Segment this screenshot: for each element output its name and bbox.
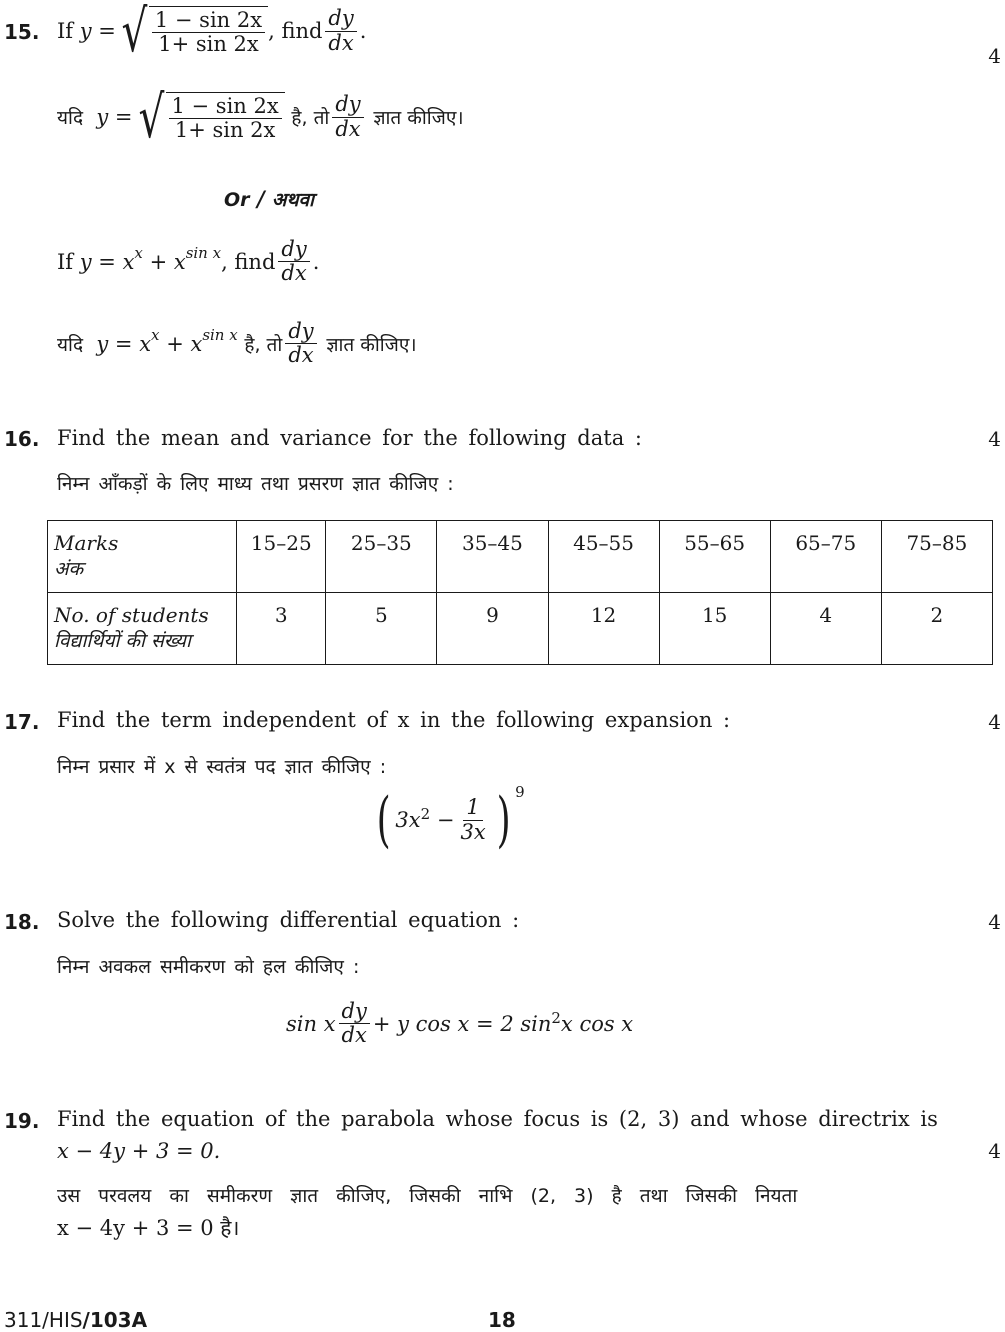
differential-equation: sin x $\frac{dy}{dx}$ + y cos x = 2 sin $^2$ x cos x <box>286 999 634 1048</box>
q19-english-line2: x − 4y + 3 = 0. <box>57 1139 221 1163</box>
question-number: 15. <box>4 20 40 44</box>
q19-english: Find the equation of the parabola whose focus is (2, 3) and whose directrix is <box>57 1107 938 1131</box>
table-cell: 45–55 <box>548 521 659 593</box>
y-eq: y = <box>79 19 116 43</box>
q15-alt-hindi: यदि $y = x^x + x^{sin x}$ है, तो $\frac{dy}{dx}$ ज्ञात कीजिए। <box>57 319 417 368</box>
marks-label: 4 <box>988 44 1001 68</box>
marks-label: 4 <box>988 427 1001 451</box>
data-table <box>47 520 993 665</box>
table-header-students: No. of students विद्यार्थियों की संख्या <box>48 593 237 665</box>
table-row <box>48 521 993 593</box>
or-divider: Or / अथवा <box>224 186 314 211</box>
q15-hindi: यदि y = √ $\frac{1 - \sin 2x}{1+ \sin 2x}$ है, तो $\frac{dy}{dx}$ ज्ञात कीजिए। <box>57 83 464 151</box>
dy-dx: $\frac{dy}{dx}$ <box>325 7 356 54</box>
table-cell: 2 <box>881 593 992 665</box>
q19-hindi-line2: x − 4y + 3 = 0 है। <box>57 1216 240 1240</box>
question-number: 16. <box>4 427 40 451</box>
table-cell: 9 <box>437 593 548 665</box>
table-row <box>48 593 993 665</box>
binomial-expression: ( 3x $^2$ − $\frac{1}{3x}$ ) $^9$ <box>376 783 525 855</box>
table-cell: 55–65 <box>659 521 770 593</box>
q18-hindi: निम्न अवकल समीकरण को हल कीजिए : <box>57 956 360 978</box>
table-header-marks: Marks अंक <box>48 521 237 593</box>
table-cell: 25–35 <box>326 521 437 593</box>
table-cell: 12 <box>548 593 659 665</box>
q15-alt-english: If $y = x^x + x^{sin x}$ , find $\frac{dy}{dx}$ . <box>57 237 320 286</box>
q16-english: Find the mean and variance for the following data : <box>57 426 642 450</box>
page-number: 18 <box>488 1308 516 1332</box>
q15-english: If y = √ $\frac{1 - \sin 2x}{1+ \sin 2x}$ , find $\frac{dy}{dx}$ . <box>57 0 367 65</box>
table-cell: 65–75 <box>770 521 881 593</box>
marks-label: 4 <box>988 1139 1001 1163</box>
find-text: , find <box>268 19 323 43</box>
table-cell: 75–85 <box>881 521 992 593</box>
table-cell: 15–25 <box>237 521 326 593</box>
q19-hindi: उस परवलय का समीकरण ज्ञात कीजिए, जिसकी नाभि (2, 3) है तथा जिसकी नियता <box>57 1185 798 1207</box>
table-cell: 4 <box>770 593 881 665</box>
question-number: 17. <box>4 710 40 734</box>
q16-hindi: निम्न आँकड़ों के लिए माध्य तथा प्रसरण ज्ञात कीजिए : <box>57 473 454 495</box>
table-cell: 5 <box>326 593 437 665</box>
q18-english: Solve the following differential equation : <box>57 908 520 932</box>
q17-english: Find the term independent of x in the following expansion : <box>57 708 731 732</box>
marks-label: 4 <box>988 910 1001 934</box>
sqrt-expression: √ $\frac{1 - \sin 2x}{1+ \sin 2x}$ <box>116 2 268 60</box>
question-number: 19. <box>4 1109 40 1133</box>
table-cell: 15 <box>659 593 770 665</box>
table-cell: 35–45 <box>437 521 548 593</box>
table-cell: 3 <box>237 593 326 665</box>
if-text: If <box>57 19 74 43</box>
paper-code: 311/HIS/103A <box>4 1308 148 1332</box>
q17-hindi: निम्न प्रसार में x से स्वतंत्र पद ज्ञात कीजिए : <box>57 756 387 778</box>
question-number: 18. <box>4 910 40 934</box>
marks-label: 4 <box>988 710 1001 734</box>
